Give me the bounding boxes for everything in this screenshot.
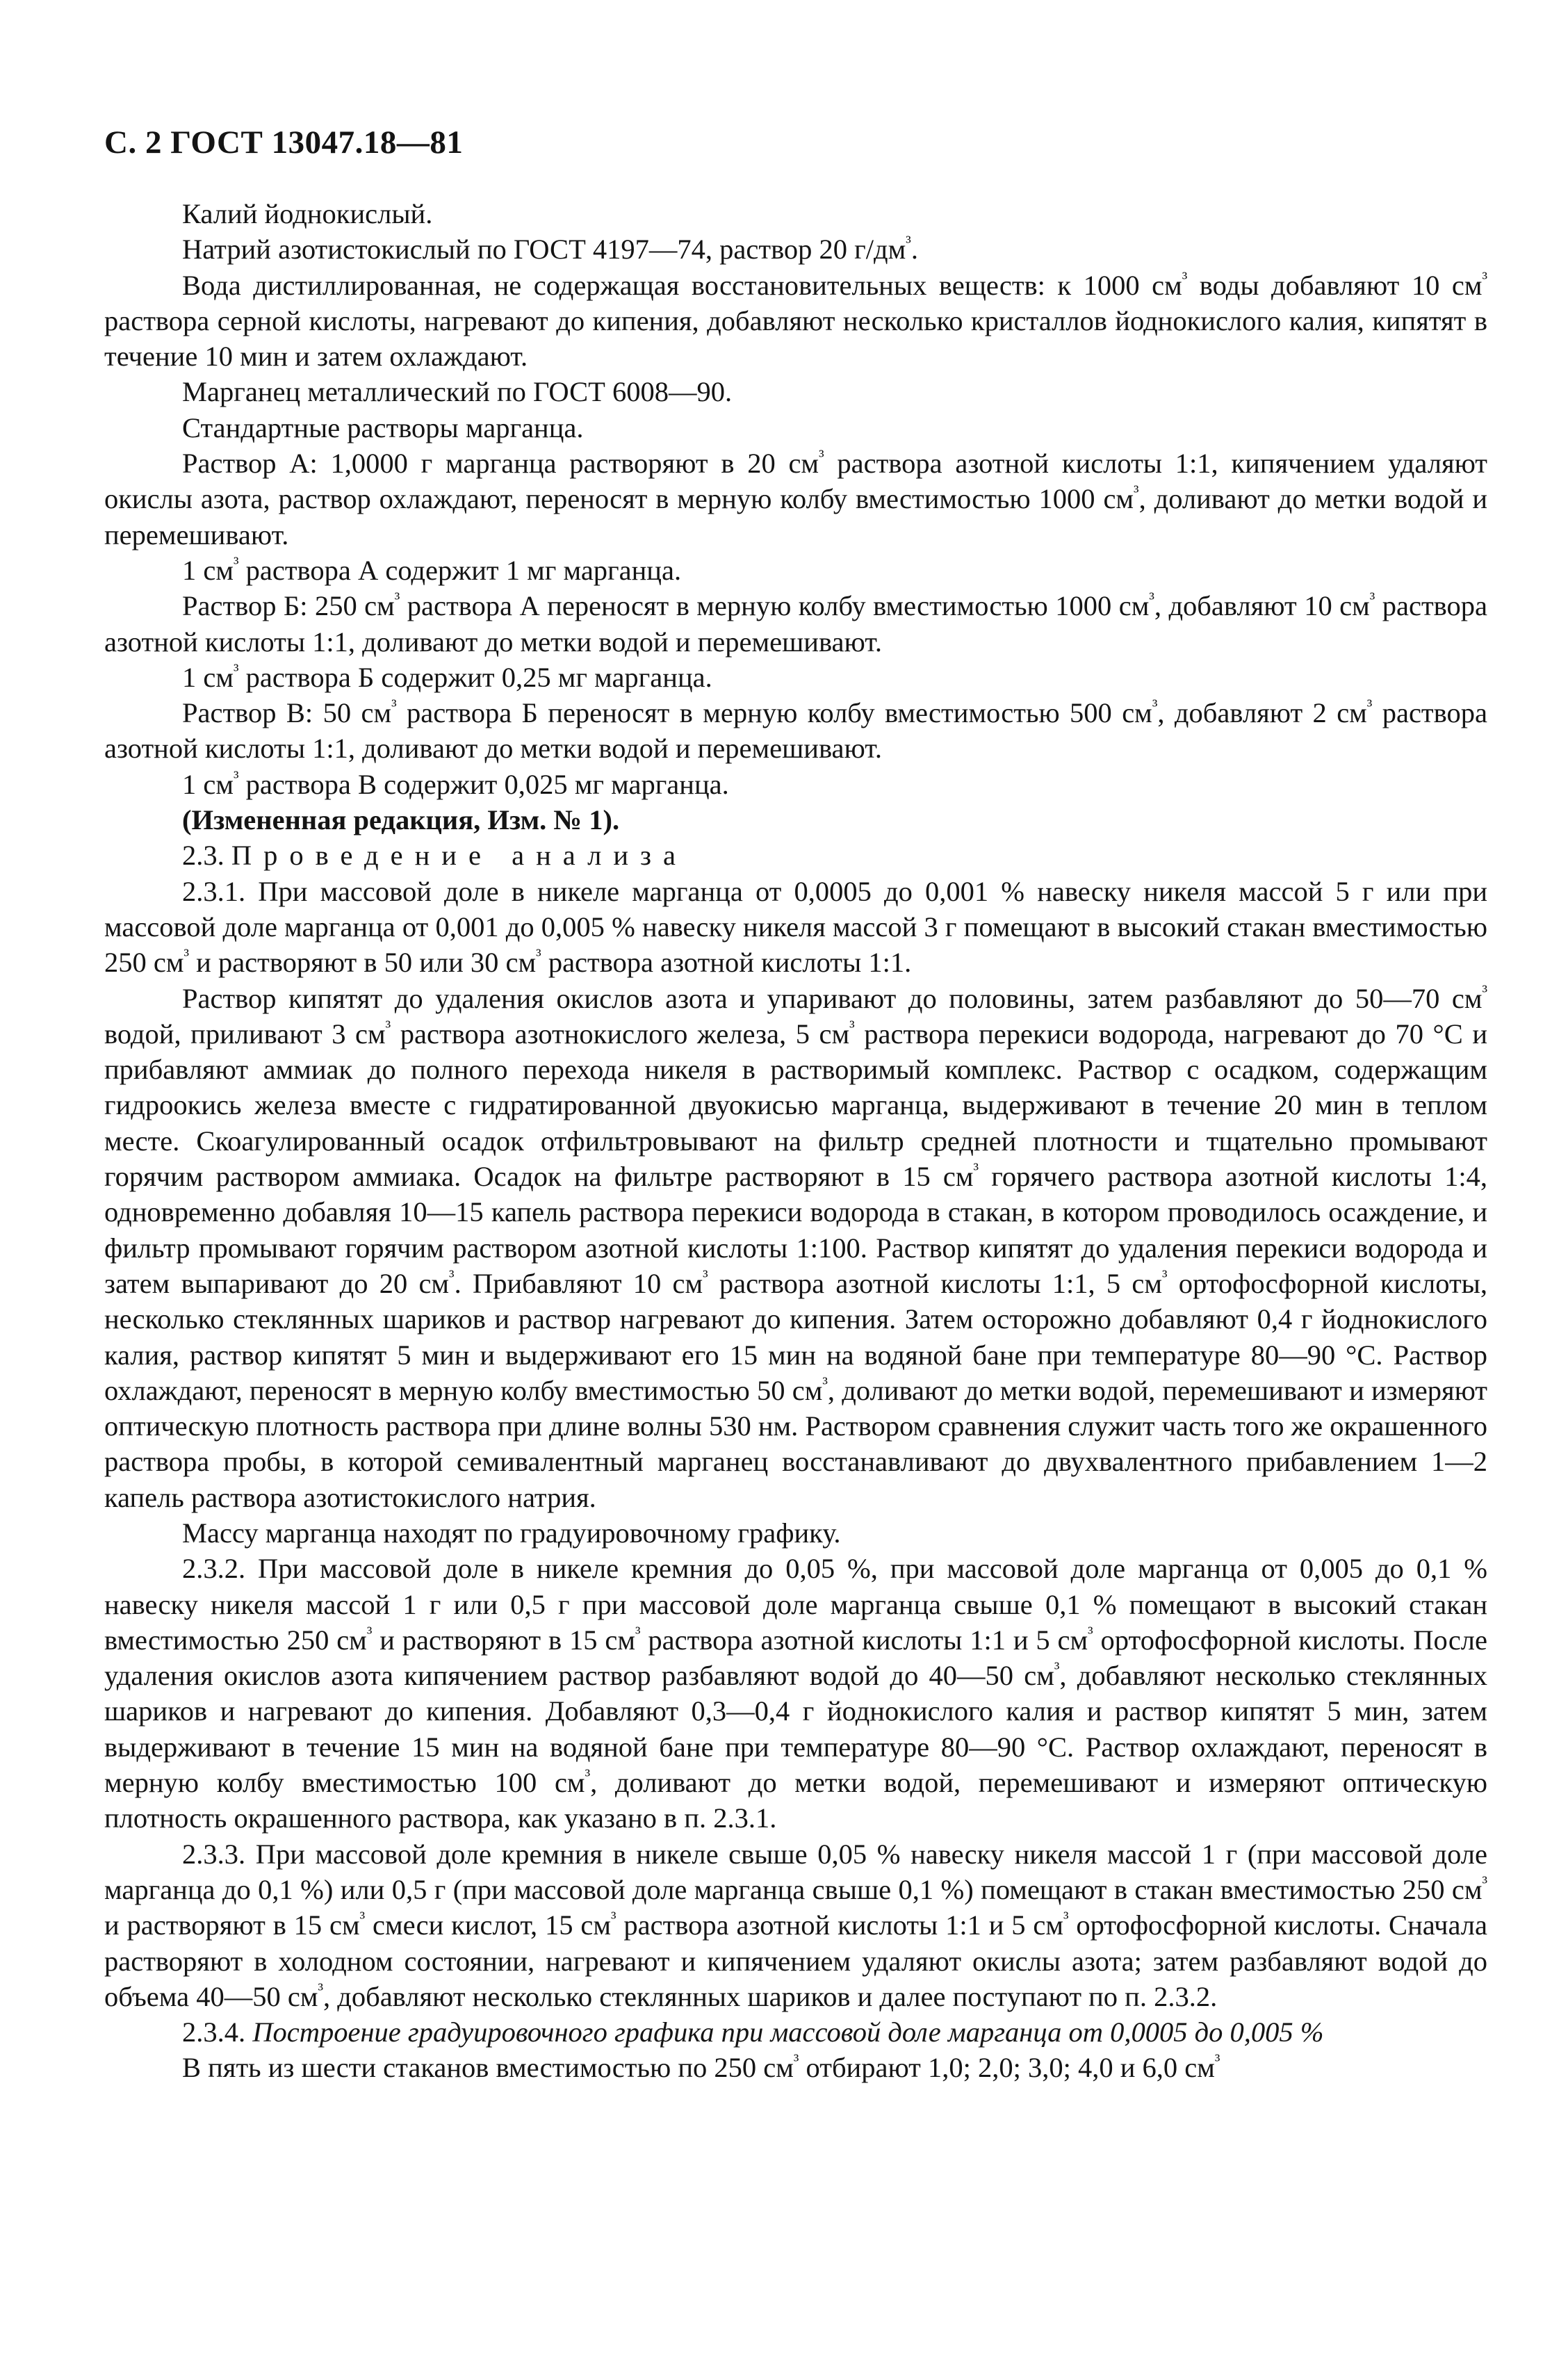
paragraph-2-3-1-result: Массу марганца находят по градуировочному графику. [182,1517,841,1549]
paragraph-2-3-3: 2.3.3. При массовой доле кремния в никеле свыше 0,05 % навеску никеля массой 1 г (при массовой доле марганца до 0,1 %) или 0,5 г (при массовой доле марганца свыше 0,1 %) помещают в стакан вместимостью 250 $см^{^3}$ и растворяют в 15 $см^{^3}$ смеси кислот, 15 $см^{^3}$ раствора азотной кислоты 1:1 и 5 $см^{^3}$ ортофосфорной кислоты. Сначала растворяют в холодном состоянии, нагревают и кипячением удаляют окислы азота; затем разбавляют водой до объема 40—50 $см^{^3}$, добавляют несколько стеклянных шариков и далее поступают по п. 2.3.2. [104,1838,1487,2012]
paragraph: Раствор В: 50 $см^{^3}$ раствора Б переносят в мерную колбу вместимостью 500 $см^{^3}$, добавляют 2 $см^{^3}$ раствора азотной кислоты 1:1, доливают до метки водой и перемешивают. [104,696,1487,765]
paragraph-2-3-2: 2.3.2. При массовой доле в никеле кремния до 0,05 %, при массовой доле марганца от 0,005 до 0,1 % навеску никеля массой 1 г или 0,5 г при массовой доле марганца свыше 0,1 % помещают в высокий стакан вместимостью 250 $см^{^3}$ и растворяют в 15 $см^{^3}$ раствора азотной кислоты 1:1 и 5 $см^{^3}$ ортофосфорной кислоты. После удаления окислов азота кипячением раствор разбавляют водой до 40—50 $см^{^3}$, добавляют несколько стеклянных шариков и нагревают до кипения. Добавляют 0,3—0,4 г йоднокислого калия и раствор кипятят 5 мин, затем выдерживают в течение 15 мин на водяной бане при температуре 80—90 °С. Раствор охлаждают, переносят в мерную колбу вместимостью 100 $см^{^3}$, доливают до метки водой, перемешивают и измеряют оптическую плотность окрашенного раствора, как указано в п. 2.3.1. [104,1553,1487,1834]
paragraph: Натрий азотистокислый по ГОСТ 4197—74, раствор 20 $г/дм^{^3}$. [182,233,918,266]
subsection-title: Построение градуировочного графика при массовой доле марганца от 0,0005 до 0,005 % [252,2016,1324,2048]
paragraph: 1 $см^{^3}$ раствора Б содержит 0,25 мг марганца. [182,661,712,693]
paragraph: Раствор А: 1,0000 г марганца растворяют в 20 $см^{^3}$ раствора азотной кислоты 1:1, кипячением удаляют окислы азота, раствор охлаждают, переносят в мерную колбу вместимостью 1000 $см^{^3}$, доливают до метки водой и перемешивают. [104,447,1488,551]
paragraph: 1 $см^{^3}$ раствора А содержит 1 мг марганца. [182,554,682,586]
paragraph: 1 $см^{^3}$ раствора В содержит 0,025 мг марганца. [182,768,729,800]
paragraph-2-3-1: 2.3.1. При массовой доле в никеле марганца от 0,0005 до 0,001 % навеску никеля массой 5 г или при массовой доле марганца от 0,001 до 0,005 % навеску никеля массой 3 г помещают в высокий стакан вместимостью 250 $см^{^3}$ и растворяют в 50 или 30 $см^{^3}$ раствора азотной кислоты 1:1. [104,875,1487,979]
paragraph: Калий йоднокислый. [182,198,433,229]
paragraph: Марганец металлический по ГОСТ 6008—90. [182,376,733,408]
amendment-note: (Измененная редакция, Изм. № 1). [182,804,620,836]
document-body [104,196,1487,2086]
paragraph: Стандартные растворы марганца. [182,411,584,443]
section-heading [104,838,1487,873]
paragraph-last: В пять из шести стаканов вместимостью по 250 $см^{^3}$ отбирают 1,0; 2,0; 3,0; 4,0 и 6,0 $см^{^3}$ [182,2051,1220,2084]
page-header: С. 2 ГОСТ 13047.18—81 [104,124,464,161]
section-number: 2.3. [182,840,224,872]
paragraph-2-3-1-procedure: Раствор кипятят до удаления окислов азота и упаривают до половины, затем разбавляют до 50—70 $см^{^3}$ водой, приливают 3 $см^{^3}$ раствора азотнокислого железа, 5 $см^{^3}$ раствора перекиси водорода, нагревают до 70 °С и прибавляют аммиак до полного перехода никеля в растворимый комплекс. Раствор с осадком, содержащим гидроокись железа вместе с гидратированной двуокисью марганца, выдерживают в течение 20 мин в теплом месте. Скоагулированный осадок отфильтровывают на фильтр средней плотности и тщательно промывают горячим раствором аммиака. Осадок на фильтре растворяют в 15 $см^{^3}$ горячего раствора азотной кислоты 1:4, одновременно добавляя 10—15 капель раствора перекиси водорода в стакан, в котором проводилось осаждение, и фильтр промывают горячим раствором азотной кислоты 1:100. Раствор кипятят до удаления перекиси водорода и затем выпаривают до 20 $см^{^3}$. Прибавляют 10 $см^{^3}$ раствора азотной кислоты 1:1, 5 $см^{^3}$ ортофосфорной кислоты, несколько стеклянных шариков и раствор нагревают до кипения. Затем осторожно добавляют 0,4 г йоднокислого калия, раствор кипятят 5 мин и выдерживают его 15 мин на водяной бане при температуре 80—90 °С. Раствор охлаждают, переносят в мерную колбу вместимостью 50 $см^{^3}$, доливают до метки водой, перемешивают и измеряют оптическую плотность раствора при длине волны 530 нм. Раствором сравнения служит часть того же окрашенного раствора пробы, в которой семивалентный марганец восстанавливают до двухвалентного прибавлением 1—2 капель раствора азотистокислого натрия. [104,981,1487,1513]
paragraph: Раствор Б: 250 $см^{^3}$ раствора А переносят в мерную колбу вместимостью 1000 $см^{^3}$, добавляют 10 $см^{^3}$ раствора азотной кислоты 1:1, доливают до метки водой и перемешивают. [104,589,1487,658]
section-title: Проведение анализа [231,840,688,872]
subsection-2-3-4 [104,2014,1487,2050]
subsection-number: 2.3.4. [182,2016,246,2048]
paragraph: Вода дистиллированная, не содержащая восстановительных веществ: к 1000 $см^{^3}$ воды добавляют 10 $см^{^3}$ раствора серной кислоты, нагревают до кипения, добавляют несколько кристаллов йоднокислого калия, кипятят в течение 10 мин и затем охлаждают. [104,269,1487,373]
